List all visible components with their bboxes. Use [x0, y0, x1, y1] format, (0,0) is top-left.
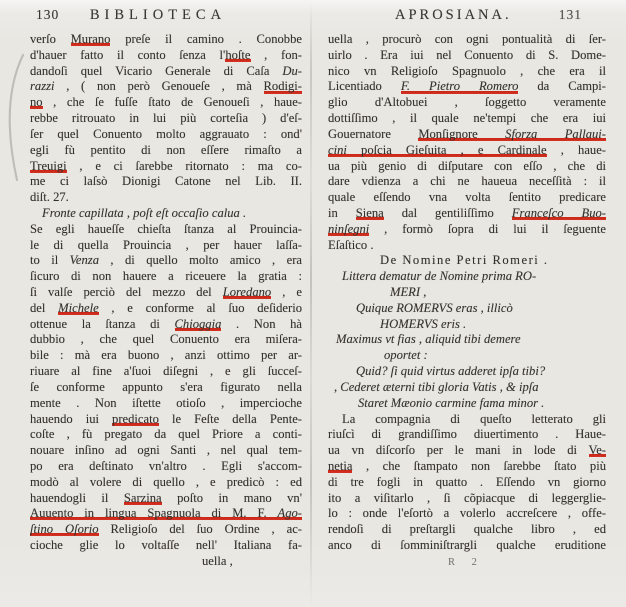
red-underlined-text: poſcia Gieſuita , e Cardinale: [346, 142, 547, 157]
text-segment: to il: [30, 253, 70, 268]
text-segment: verſo: [30, 32, 71, 46]
text-line: [328, 64, 606, 80]
text-segment: quale eſſendo vna volta ſentito predicare: [328, 190, 606, 205]
text-line: [30, 222, 302, 238]
text-segment: hauendo iui: [30, 411, 113, 426]
text-line: [328, 190, 606, 206]
text-segment: La compagnia di queſto letterato gli: [342, 411, 606, 426]
text-segment: ſi valſe perciò del mezzo del: [30, 285, 223, 299]
text-line: [30, 554, 302, 570]
page-number-right: 131: [558, 7, 582, 22]
text-segment: del: [30, 300, 59, 315]
text-segment: ſicuro di non hauere a riceuere la gratia :: [30, 269, 302, 284]
red-underlined-text: Sforza Pallaui-: [505, 126, 606, 141]
text-segment: le di quella Prouincia , per hauer laſſa-: [30, 237, 302, 252]
text-line: [30, 285, 302, 301]
text-segment: lo : onde l'eſortò a volerlo accreſcere , offe-: [328, 506, 606, 521]
text-segment: di tre fogli in quatto . Eſſendo vn giorno: [328, 474, 606, 489]
text-segment: Staret Mæonio carmine fama minor .: [358, 395, 545, 410]
text-line: [30, 332, 302, 348]
text-line: [30, 443, 302, 459]
text-line: [30, 48, 302, 64]
text-line: [328, 269, 606, 285]
text-segment: Littera dematur de Nomine prima RO-: [342, 269, 537, 284]
text-segment: ito a viſitarlo , ſi cõpiacque di leggerglie-: [328, 490, 606, 505]
text-line: [328, 475, 606, 491]
text-line: [30, 95, 302, 111]
page-number-left: 130: [36, 7, 60, 22]
text-segment: dare vdienza a chi ne haueua neceſſità : il: [328, 174, 606, 189]
text-line: [328, 174, 606, 190]
text-line: [30, 301, 302, 317]
text-line: [30, 64, 302, 80]
text-line: [328, 238, 606, 254]
text-segment: , e: [271, 285, 302, 299]
red-underlined-text: predicato: [112, 411, 159, 426]
text-segment: uirlo . Era iui nel Conuento di S. Dome-: [328, 47, 606, 62]
text-line: [328, 79, 606, 95]
text-line: [30, 459, 302, 475]
text-segment: in: [328, 205, 356, 220]
text-segment: Licentiado: [328, 79, 401, 94]
red-underlined-text: Sarzina: [123, 490, 162, 505]
page-header-right: [313, 0, 626, 27]
text-line: [328, 143, 606, 159]
text-line: [30, 317, 302, 333]
text-line: [30, 174, 302, 190]
text-segment: , che ſe fuſſe ſtato de Genoueſi , haue-: [42, 95, 302, 110]
text-line: [328, 506, 606, 522]
red-underlined-text: Monſignore: [418, 126, 506, 141]
text-line: [328, 253, 606, 269]
text-segment: riuare al fine a'ſuoi diſegni , e gli ſucceſ-: [30, 364, 302, 379]
text-segment: glio d'Altobuei , ſoggetto veramente: [328, 95, 606, 110]
red-underlined-text: Franceſco Buo-: [511, 205, 606, 220]
text-line: [30, 111, 302, 127]
text-line: [328, 159, 606, 175]
text-segment: ſe conforme appunto s'era figurato nella: [30, 379, 302, 394]
right-page: [313, 0, 626, 607]
text-line: [30, 475, 302, 491]
text-line: [30, 348, 302, 364]
text-line: [30, 32, 302, 48]
text-line: [30, 491, 302, 507]
text-line: [328, 285, 606, 301]
red-underlined-text: Murano: [70, 32, 111, 46]
red-underlined-text: ſtino Oſorio: [30, 522, 99, 537]
text-segment: egli fù pentito di non eſſere rimaſto a: [30, 142, 302, 157]
red-underlined-text: no: [30, 95, 43, 110]
text-line: [30, 269, 302, 285]
page-gutter-shadow: [310, 0, 312, 607]
running-title-left: BIBLIOTECA: [89, 7, 227, 23]
text-segment: uella , procurò con ogni pontualità di ſer-: [328, 32, 606, 46]
text-line: [328, 332, 606, 348]
text-segment: ua più genio di diſputare con eſſo , che di: [328, 158, 606, 173]
text-segment: Se egli haueſſe chieſta ſtanza al Prouincia-: [30, 221, 302, 236]
text-segment: uella ,: [202, 553, 233, 568]
text-segment: diſt. 27.: [30, 190, 69, 205]
text-line: [328, 443, 606, 459]
text-segment: MERI ,: [390, 285, 427, 299]
red-underlined-text: Ve-: [588, 443, 606, 458]
text-segment: coſte , fù pregato da quel Priore a conti-: [30, 427, 302, 442]
red-underlined-text: Michele: [58, 300, 99, 315]
text-line: [328, 412, 606, 428]
text-line: [30, 522, 302, 538]
text-segment: Gouernatore: [328, 126, 419, 141]
text-segment: le Feſte della Pente-: [158, 411, 302, 426]
red-underlined-text: ninſegni: [328, 221, 370, 236]
text-segment: De Nomine Petri Romeri .: [380, 253, 549, 268]
red-underlined-text: Chioggia: [174, 316, 222, 331]
text-segment: nouare inſino ad ogni Santi , nel qual tem-: [30, 443, 302, 458]
text-line: [30, 206, 302, 222]
text-line: [30, 238, 302, 254]
text-line: [30, 427, 302, 443]
text-segment: ottenue la ſtanza di: [30, 316, 175, 331]
text-line: [328, 459, 606, 475]
text-segment: ſer quel Conuento molto aggrauato : ond': [30, 126, 302, 141]
text-segment: cioche glie lo voltaſſe nell' Italiana fa-: [30, 538, 302, 552]
text-line: [30, 380, 302, 396]
text-segment: da Campi-: [518, 79, 606, 94]
text-segment: modò al volere di quello , e predicò : ed: [30, 474, 302, 489]
text-line: [30, 143, 302, 159]
text-segment: dottiſſimo , il quale ne'tempi che era iui: [328, 111, 606, 126]
text-segment: , e conforme al ſuo deſiderio: [98, 300, 302, 315]
text-segment: dandoſi quel Vicario Generale di Caſa: [30, 63, 283, 78]
text-segment: R 2: [448, 556, 484, 568]
text-segment: anco di ſomminiſtrargli qualche eruditione: [328, 538, 606, 552]
text-segment: rebbe ritrouato in lui più corteſia ) d'eſ-: [30, 111, 302, 126]
red-underlined-text: cini: [328, 142, 347, 157]
text-line: [328, 522, 606, 538]
text-line: [30, 159, 302, 175]
text-line: [328, 95, 606, 111]
text-line: [328, 301, 606, 317]
text-segment: nico vn Religioſo Spagnuolo , che era il: [328, 63, 606, 78]
red-underlined-text: Treuigi: [30, 158, 67, 173]
text-segment: preſe il camino . Conobbe: [110, 32, 302, 46]
text-segment: oportet :: [384, 348, 428, 363]
text-line: [30, 190, 302, 206]
text-segment: d'hauer fatto il conto ſenza l': [30, 47, 226, 62]
text-segment: . Non hà: [221, 316, 302, 331]
text-line: [30, 127, 302, 143]
text-segment: hauendogli il: [30, 490, 124, 505]
text-segment: Venza: [69, 253, 100, 268]
text-line: [328, 554, 606, 570]
text-segment: razzi: [30, 79, 55, 94]
text-segment: , ( non però Genoueſe , mà: [54, 79, 264, 94]
text-segment: Fronte capillata , poſt eſt occaſio calua .: [42, 205, 247, 220]
text-line: [30, 396, 302, 412]
text-line: [328, 538, 606, 554]
text-line: [328, 32, 606, 48]
text-line: [328, 427, 606, 443]
text-line: [30, 253, 302, 269]
text-line: [328, 380, 606, 396]
text-segment: HOMERVS eris .: [380, 316, 467, 331]
text-segment: dal gentiliſſimo: [383, 205, 512, 220]
text-segment: rendoſi di preſtargli qualche libro , ed: [328, 522, 606, 537]
text-segment: Maximus vt fias , aliquid tibi demere: [336, 332, 521, 347]
text-segment: dubbio , che quel Conuento era miſera-: [30, 332, 302, 347]
text-line: [328, 127, 606, 143]
running-title-right: APROSIANA.: [395, 7, 512, 23]
text-line: [328, 111, 606, 127]
text-segment: Quid? ſi quid virtus adderet ipſa tibi?: [356, 364, 546, 379]
text-line: [328, 206, 606, 222]
text-line: [30, 506, 302, 522]
text-segment: me ci laſsò Dionigi Catone nel Lib. II.: [30, 174, 302, 189]
text-segment: , e ci ſarebbe ritornato : ma co-: [66, 158, 302, 173]
text-line: [328, 317, 606, 333]
text-line: [328, 364, 606, 380]
text-segment: mente . Non iſtette otioſo , impercioche: [30, 395, 302, 410]
page-header-left: [0, 0, 313, 27]
text-segment: Du-: [282, 63, 302, 78]
text-line: [328, 222, 606, 238]
text-line: [328, 396, 606, 412]
text-line: [328, 491, 606, 507]
text-line: [30, 538, 302, 554]
text-segment: Eſaſtico .: [328, 237, 374, 252]
red-underlined-text: F. Pietro Romero: [400, 79, 519, 94]
text-segment: ua vn diſcorſo per le mani in lode di: [328, 443, 589, 458]
right-text-column: [328, 32, 606, 570]
red-underlined-text: Rodigi-: [263, 79, 302, 94]
red-underlined-text: hoſte: [225, 47, 251, 62]
text-line: [328, 48, 606, 64]
text-segment: , formò ſopra di lui il ſeguente: [369, 221, 606, 236]
text-line: [30, 79, 302, 95]
text-segment: bile : mà era buono , anzi ottimo per ar-: [30, 348, 302, 363]
text-line: [30, 364, 302, 380]
text-segment: poſto in mano vn': [161, 490, 302, 505]
text-line: [328, 348, 606, 364]
text-segment: , Cederet æterni tibi gloria Vatis , & ipſa: [334, 379, 539, 394]
text-segment: Religioſo del ſuo Ordine , ac-: [98, 522, 302, 537]
text-segment: , che ſtampato non ſarebbe ſtato più: [352, 458, 606, 473]
text-segment: , di quello molto amico , era: [99, 253, 302, 268]
red-underlined-text: netia: [328, 458, 353, 473]
red-underlined-text: Siena: [355, 205, 384, 220]
red-underlined-text: Loredano: [222, 285, 272, 299]
red-underlined-text: Auuento in lingua Spagnuola di M. F.: [30, 506, 278, 521]
text-segment: po era deſtinato vn'altro . Egli s'accom-: [30, 458, 302, 473]
text-segment: , haue-: [546, 142, 606, 157]
text-segment: , fon-: [250, 47, 302, 62]
text-line: [30, 412, 302, 428]
text-segment: riuſcì di grandiſſimo diuertimento . Haue-: [328, 427, 606, 442]
left-text-column: [30, 32, 302, 570]
red-underlined-text: Ago-: [277, 506, 302, 521]
text-segment: Quique ROMERVS eras , illicò: [356, 300, 513, 315]
